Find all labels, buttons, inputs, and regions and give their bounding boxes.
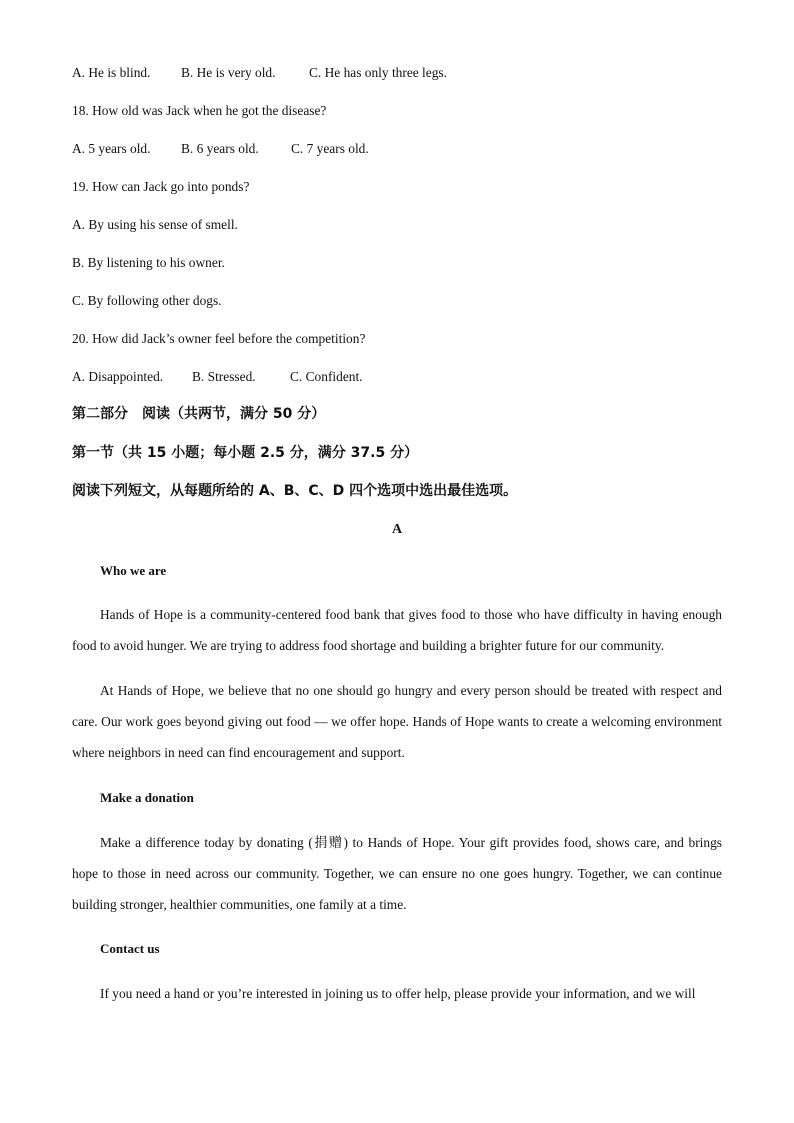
who-we-are-paragraph-2: At Hands of Hope, we believe that no one should go hungry and every person should be treated with respect and care. Our work goes beyond giving out food — we offer hope. Hands of Hope wants to create a welcoming environment where neighbors in need can find encouragement and support. <box>72 683 722 760</box>
part-title: 第二部分 阅读（共两节，满分 50 分） <box>72 406 326 422</box>
q20-option-a: A. Disappointed. <box>72 369 164 384</box>
q18-option-a: A. 5 years old. <box>72 141 151 156</box>
q18-option-b: B. 6 years old. <box>181 141 259 156</box>
donation-heading: Make a donation <box>100 790 194 805</box>
donation-paragraph: Make a difference today by donating (捐赠) to Hands of Hope. Your gift provides food, shows care, and brings hope to those in need across our community. Together, we can ensure no one goes hungry. Together, we can continue building stronger, healthier communities, one family at a time. <box>72 835 722 912</box>
q20-option-b: B. Stressed. <box>192 369 256 384</box>
q17-option-a: A. He is blind. <box>72 65 151 80</box>
q19-question: 19. How can Jack go into ponds? <box>72 179 250 194</box>
q18-options <box>72 141 369 157</box>
contact-paragraph: If you need a hand or you’re interested in joining us to offer help, please provide your information, and we will <box>100 986 696 1001</box>
section-instruction: 阅读下列短文，从每题所给的 A、B、C、D 四个选项中选出最佳选项。 <box>72 483 518 499</box>
q17-options <box>72 65 447 81</box>
q20-question: 20. How did Jack’s owner feel before the competition? <box>72 331 366 346</box>
q17-option-b: B. He is very old. <box>181 65 276 80</box>
q19-option-c: C. By following other dogs. <box>72 293 222 308</box>
passage-label: A <box>391 522 403 537</box>
q20-option-c: C. Confident. <box>290 369 363 384</box>
q18-option-c: C. 7 years old. <box>291 141 369 156</box>
who-we-are-paragraph-1: Hands of Hope is a community-centered food bank that gives food to those who have difficulty in having enough food to avoid hunger. We are trying to address food shortage and building a brighter future for our community. <box>72 607 722 653</box>
q19-option-b: B. By listening to his owner. <box>72 255 225 270</box>
who-we-are-heading: Who we are <box>100 563 167 578</box>
q17-option-c: C. He has only three legs. <box>309 65 447 80</box>
q19-option-a: A. By using his sense of smell. <box>72 217 238 232</box>
q18-question: 18. How old was Jack when he got the disease? <box>72 103 327 118</box>
q20-options <box>72 369 363 385</box>
section-title: 第一节（共 15 小题；每小题 2.5 分，满分 37.5 分） <box>72 445 419 461</box>
contact-heading: Contact us <box>100 941 160 956</box>
